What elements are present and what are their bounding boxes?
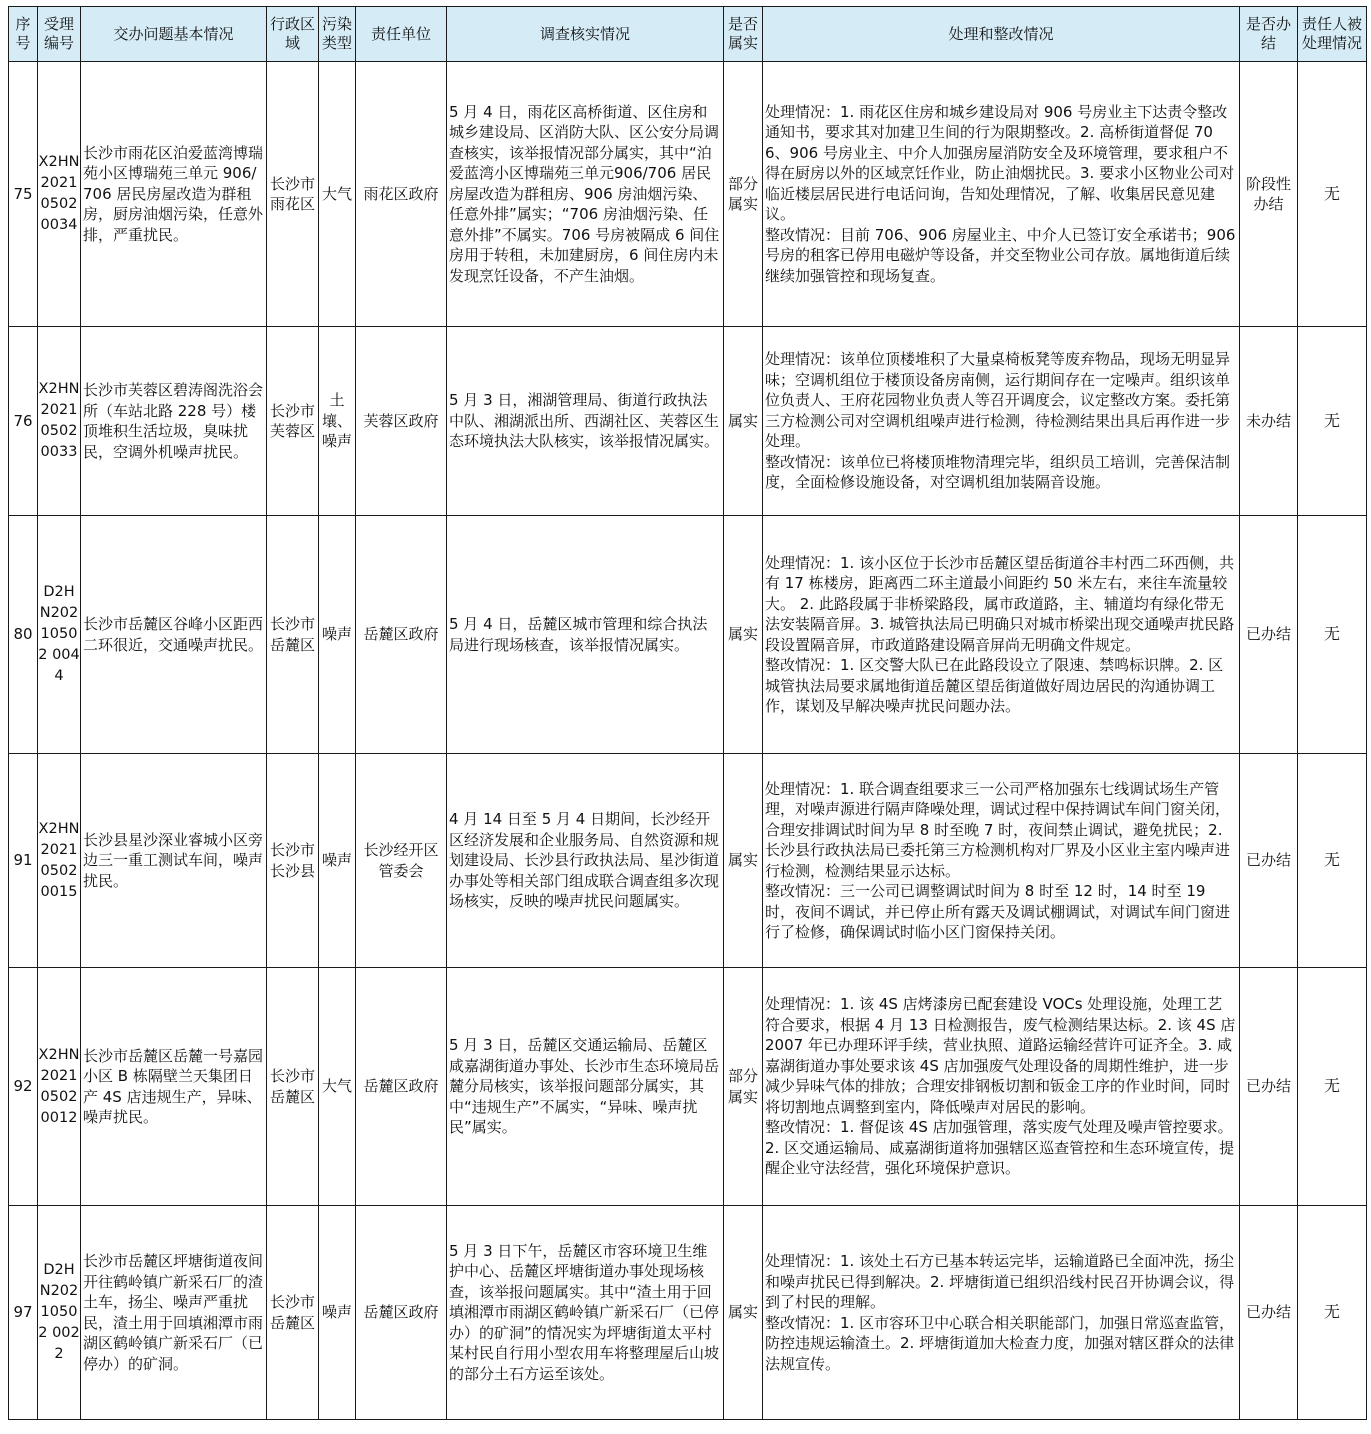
header-handling: 处理和整改情况 [763, 7, 1240, 62]
cell-unit: 长沙经开区管委会 [356, 754, 447, 968]
cell-region: 长沙市岳麓区 [267, 516, 319, 754]
cell-seq: 76 [9, 327, 38, 516]
header-punished: 责任人被处理情况 [1298, 7, 1367, 62]
header-issue: 交办问题基本情况 [81, 7, 267, 62]
table-row [9, 327, 1367, 516]
cell-handling: 处理情况：1. 雨花区住房和城乡建设局对 906 号房业主下达责令整改通知书，要求其对加建卫生间的行为限期整改。2. 高桥街道督促 706、906 号房业主、中介人加强房屋消防安全及环境管理，要求租户不得在厨房以外的区域烹饪作业，防止油烟扰民。3. 要求小区物业公司对临近楼层居民进行电话问询，告知处理情况，了解、收集居民意见建议。 整改情况：目前 706、906 房屋业主、中介人已签订安全承诺书；906 号房的租客已停用电磁炉等设备，并交至物业公司存放。属地街道后续继续加强管控和现场复查。 [763, 62, 1240, 327]
cell-pollution: 噪声 [319, 754, 356, 968]
cell-verified: 部分属实 [724, 62, 763, 327]
cell-region: 长沙市岳麓区 [267, 1206, 319, 1420]
cell-handling: 处理情况：1. 该处土石方已基本转运完毕，运输道路已全面冲洗，扬尘和噪声扰民已得到解决。2. 坪塘街道已组织沿线村民召开协调会议，得到了村民的理解。 整改情况：1. 区市容环卫中心联合相关职能部门，加强日常巡查监管，防控违规运输渣土。2. 坪塘街道加大检查力度，加强对辖区群众的法律法规宣传。 [763, 1206, 1240, 1420]
cell-handling: 处理情况：1. 联合调查组要求三一公司严格加强东七线调试场生产管理，对噪声源进行隔声降噪处理，调试过程中保持调试车间门窗关闭，合理安排调试时间为早 8 时至晚 7 时，夜间禁止调试，避免扰民；2. 长沙县行政执法局已委托第三方检测机构对厂界及小区业主室内噪声进行检测，检测结果显示达标。 整改情况：三一公司已调整调试时间为 8 时至 12 时，14 时至 19 时，夜间不调试，并已停止所有露天及调试棚调试，对调试车间门窗进行了检修，确保调试时临小区门窗保持关闭。 [763, 754, 1240, 968]
cell-case-no: D2HN20210502 0044 [38, 516, 81, 754]
header-investigation: 调查核实情况 [447, 7, 724, 62]
cell-case-no: X2HN20210502 0034 [38, 62, 81, 327]
cell-issue: 长沙市岳麓区岳麓一号嘉园小区 B 栋隔壁兰天集团日产 4S 店违规生产，异味、噪声扰民。 [81, 968, 267, 1206]
table-row [9, 754, 1367, 968]
cell-unit: 岳麓区政府 [356, 1206, 447, 1420]
cell-seq: 80 [9, 516, 38, 754]
cell-unit: 岳麓区政府 [356, 516, 447, 754]
cell-seq: 75 [9, 62, 38, 327]
cell-investigation: 5 月 4 日，雨花区高桥街道、区住房和城乡建设局、区消防大队、区公安分局调查核实，该举报情况部分属实，其中“泊爱蓝湾小区博瑞苑三单元906/706 居民房屋改造为群租房、906 房油烟污染、任意外排”属实；“706 房油烟污染、任意外排”不属实。706 号房被隔成 6 间住房用于转租，未加建厨房，6 间住房内未发现烹饪设备，不产生油烟。 [447, 62, 724, 327]
cell-punished: 无 [1298, 968, 1367, 1206]
cell-seq: 92 [9, 968, 38, 1206]
cell-investigation: 5 月 3 日下午，岳麓区市容环境卫生维护中心、岳麓区坪塘街道办事处现场核查，该举报问题属实。其中“渣土用于回填湘潭市雨湖区鹤岭镇广新采石厂（已停办）的矿洞”的情况实为坪塘街道太平村某村民自行用小型农用车将整理屋后山坡的部分土石方运至该处。 [447, 1206, 724, 1420]
table-row [9, 62, 1367, 327]
cell-closed: 已办结 [1240, 754, 1298, 968]
cell-verified: 部分属实 [724, 968, 763, 1206]
cell-punished: 无 [1298, 1206, 1367, 1420]
cell-handling: 处理情况：该单位顶楼堆积了大量桌椅板凳等废弃物品，现场无明显异味；空调机组位于楼顶设备房南侧，运行期间存在一定噪声。组织该单位负责人、王府花园物业负责人等召开调度会，议定整改方案。委托第三方检测公司对空调机组噪声进行检测，待检测结果出具后再作进一步处理。 整改情况：该单位已将楼顶堆物清理完毕，组织员工培训，完善保洁制度，全面检修设施设备，对空调机组加装隔音设施。 [763, 327, 1240, 516]
cell-unit: 雨花区政府 [356, 62, 447, 327]
cell-region: 长沙市芙蓉区 [267, 327, 319, 516]
cell-issue: 长沙市岳麓区坪塘街道夜间开往鹤岭镇广新采石厂的渣土车，扬尘、噪声严重扰民，渣土用于回填湘潭市雨湖区鹤岭镇广新采石厂（已停办）的矿洞。 [81, 1206, 267, 1420]
cell-handling: 处理情况：1. 该 4S 店烤漆房已配套建设 VOCs 处理设施，处理工艺符合要求，根据 4 月 13 日检测报告，废气检测结果达标。2. 该 4S 店 2007 年已办理环评手续，营业执照、道路运输经营许可证齐全。3. 咸嘉湖街道办事处要求该 4S 店加强废气处理设备的周期性维护，进一步减少异味气体的排放；合理安排钢板切割和钣金工序的作业时间，同时将切割地点调整到室内，降低噪声对居民的影响。 整改情况：1. 督促该 4S 店加强管理，落实废气处理及噪声管控要求。2. 区交通运输局、咸嘉湖街道将加强辖区巡查管控和生态环境宣传，提醒企业守法经营，强化环境保护意识。 [763, 968, 1240, 1206]
cell-verified: 属实 [724, 1206, 763, 1420]
header-region: 行政区域 [267, 7, 319, 62]
header-seq: 序号 [9, 7, 38, 62]
cell-issue: 长沙县星沙深业睿城小区旁边三一重工测试车间，噪声扰民。 [81, 754, 267, 968]
table-row [9, 516, 1367, 754]
cell-handling: 处理情况：1. 该小区位于长沙市岳麓区望岳街道谷丰村西二环西侧，共有 17 栋楼房，距离西二环主道最小间距约 50 米左右，来往车流量较大。 2. 此路段属于非桥梁路段，属市政道路，主、辅道均有绿化带无法安装隔音屏。3. 城管执法局已明确只对城市桥梁出现交通噪声扰民路段设置隔音屏，市政道路建设隔音屏尚无明确文件规定。 整改情况：1. 区交警大队已在此路段设立了限速、禁鸣标识牌。2. 区城管执法局要求属地街道岳麓区望岳街道做好周边居民的沟通协调工作，谋划及早解决噪声扰民问题办法。 [763, 516, 1240, 754]
table-row [9, 968, 1367, 1206]
cell-case-no: D2HN20210502 0022 [38, 1206, 81, 1420]
cell-case-no: X2HN20210502 0033 [38, 327, 81, 516]
header-pollution: 污染类型 [319, 7, 356, 62]
table-row [9, 1206, 1367, 1420]
header-verified: 是否属实 [724, 7, 763, 62]
cell-punished: 无 [1298, 754, 1367, 968]
cell-pollution: 大气 [319, 968, 356, 1206]
cell-closed: 已办结 [1240, 1206, 1298, 1420]
header-closed: 是否办结 [1240, 7, 1298, 62]
cell-issue: 长沙市芙蓉区碧涛阁洗浴会所（车站北路 228 号）楼顶堆积生活垃圾，臭味扰民，空调外机噪声扰民。 [81, 327, 267, 516]
cell-case-no: X2HN20210502 0015 [38, 754, 81, 968]
cell-investigation: 4 月 14 日至 5 月 4 日期间，长沙经开区经济发展和企业服务局、自然资源和规划建设局、长沙县行政执法局、星沙街道办事处等相关部门组成联合调查组多次现场核实，反映的噪声扰民问题属实。 [447, 754, 724, 968]
cell-verified: 属实 [724, 327, 763, 516]
header-case-no: 受理编号 [38, 7, 81, 62]
cell-closed: 已办结 [1240, 968, 1298, 1206]
cell-punished: 无 [1298, 62, 1367, 327]
cell-punished: 无 [1298, 516, 1367, 754]
cell-investigation: 5 月 4 日，岳麓区城市管理和综合执法局进行现场核查，该举报情况属实。 [447, 516, 724, 754]
cell-closed: 阶段性办结 [1240, 62, 1298, 327]
supervision-case-table [8, 6, 1367, 1420]
header-unit: 责任单位 [356, 7, 447, 62]
cell-case-no: X2HN20210502 0012 [38, 968, 81, 1206]
cell-closed: 未办结 [1240, 327, 1298, 516]
cell-region: 长沙市雨花区 [267, 62, 319, 327]
cell-verified: 属实 [724, 754, 763, 968]
cell-issue: 长沙市岳麓区谷峰小区距西二环很近，交通噪声扰民。 [81, 516, 267, 754]
cell-punished: 无 [1298, 327, 1367, 516]
cell-verified: 属实 [724, 516, 763, 754]
cell-seq: 91 [9, 754, 38, 968]
cell-seq: 97 [9, 1206, 38, 1420]
cell-pollution: 大气 [319, 62, 356, 327]
table-header-row [9, 7, 1367, 62]
cell-region: 长沙市长沙县 [267, 754, 319, 968]
cell-issue: 长沙市雨花区泊爱蓝湾博瑞苑小区博瑞苑三单元 906/706 居民房屋改造为群租房，厨房油烟污染，任意外排，严重扰民。 [81, 62, 267, 327]
cell-region: 长沙市岳麓区 [267, 968, 319, 1206]
cell-investigation: 5 月 3 日，湘湖管理局、街道行政执法中队、湘湖派出所、西湖社区、芙蓉区生态环境执法大队核实，该举报情况属实。 [447, 327, 724, 516]
cell-pollution: 噪声 [319, 516, 356, 754]
cell-unit: 芙蓉区政府 [356, 327, 447, 516]
cell-pollution: 噪声 [319, 1206, 356, 1420]
cell-pollution: 土壤、噪声 [319, 327, 356, 516]
cell-investigation: 5 月 3 日，岳麓区交通运输局、岳麓区咸嘉湖街道办事处、长沙市生态环境局岳麓分局核实，该举报问题部分属实，其中“违规生产”不属实，“异味、噪声扰民”属实。 [447, 968, 724, 1206]
cell-closed: 已办结 [1240, 516, 1298, 754]
cell-unit: 岳麓区政府 [356, 968, 447, 1206]
